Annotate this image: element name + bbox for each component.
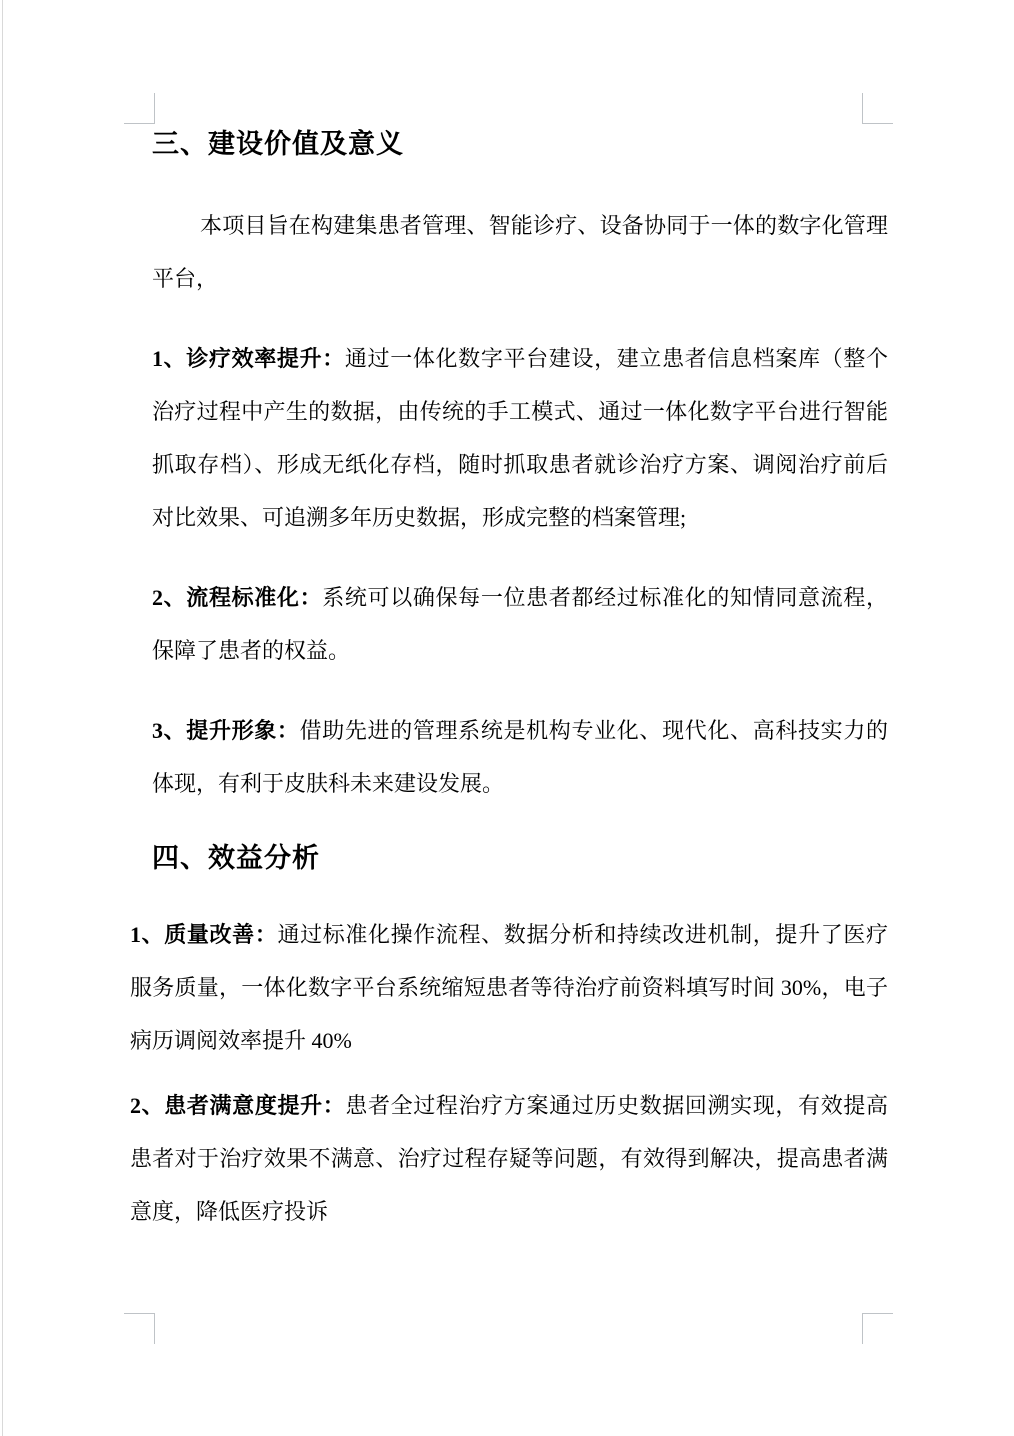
intro-paragraph: 本项目旨在构建集患者管理、智能诊疗、设备协同于一体的数字化管理平台，: [152, 213, 888, 291]
page-left-edge-line: [2, 0, 3, 1436]
paragraph-quality-improvement-text: 通过标准化操作流程、数据分析和持续改进机制，提升了医疗服务质量，一体化数字平台系统缩短患者等待治疗前资料填写时间 30%，电子病历调阅效率提升 40%: [130, 922, 888, 1053]
paragraph-process-standardization: [152, 571, 888, 677]
section-heading-construction-value: 三、建设价值及意义: [152, 129, 404, 159]
paragraph-process-standardization-text: 系统可以确保每一位患者都经过标准化的知情同意流程，保障了患者的权益。: [152, 585, 888, 663]
paragraph-diagnosis-efficiency-text: 通过一体化数字平台建设，建立患者信息档案库（整个治疗过程中产生的数据，由传统的手工模式、通过一体化数字平台进行智能抓取存档）、形成无纸化存档，随时抓取患者就诊治疗方案、调阅治疗前后对比效果、可追溯多年历史数据，形成完整的档案管理;: [152, 346, 888, 530]
margin-crop-mark-bottom-left: [124, 1313, 155, 1344]
margin-crop-mark-top-right: [862, 93, 893, 124]
paragraph-process-standardization-label: 2、流程标准化：: [152, 585, 323, 610]
paragraph-image-improvement: [152, 704, 888, 810]
paragraph-image-improvement-label: 3、提升形象：: [152, 718, 300, 743]
paragraph-patient-satisfaction-text: 患者全过程治疗方案通过历史数据回溯实现，有效提高患者对于治疗效果不满意、治疗过程存疑等问题，有效得到解决，提高患者满意度，降低医疗投诉: [130, 1093, 888, 1224]
margin-crop-mark-bottom-right: [862, 1313, 893, 1344]
paragraph-diagnosis-efficiency-label: 1、诊疗效率提升：: [152, 346, 345, 371]
paragraph-patient-satisfaction: [130, 1079, 888, 1238]
paragraph-image-improvement-text: 借助先进的管理系统是机构专业化、现代化、高科技实力的体现，有利于皮肤科未来建设发展。: [152, 718, 888, 796]
paragraph-quality-improvement-label: 1、质量改善：: [130, 922, 278, 947]
section-heading-benefit-analysis: 四、效益分析: [152, 843, 320, 873]
margin-crop-mark-top-left: [124, 93, 155, 124]
paragraph-patient-satisfaction-label: 2、患者满意度提升：: [130, 1093, 346, 1118]
paragraph-quality-improvement: [130, 908, 888, 1067]
paragraph-diagnosis-efficiency: [152, 332, 888, 544]
document-body: [130, 128, 888, 1238]
